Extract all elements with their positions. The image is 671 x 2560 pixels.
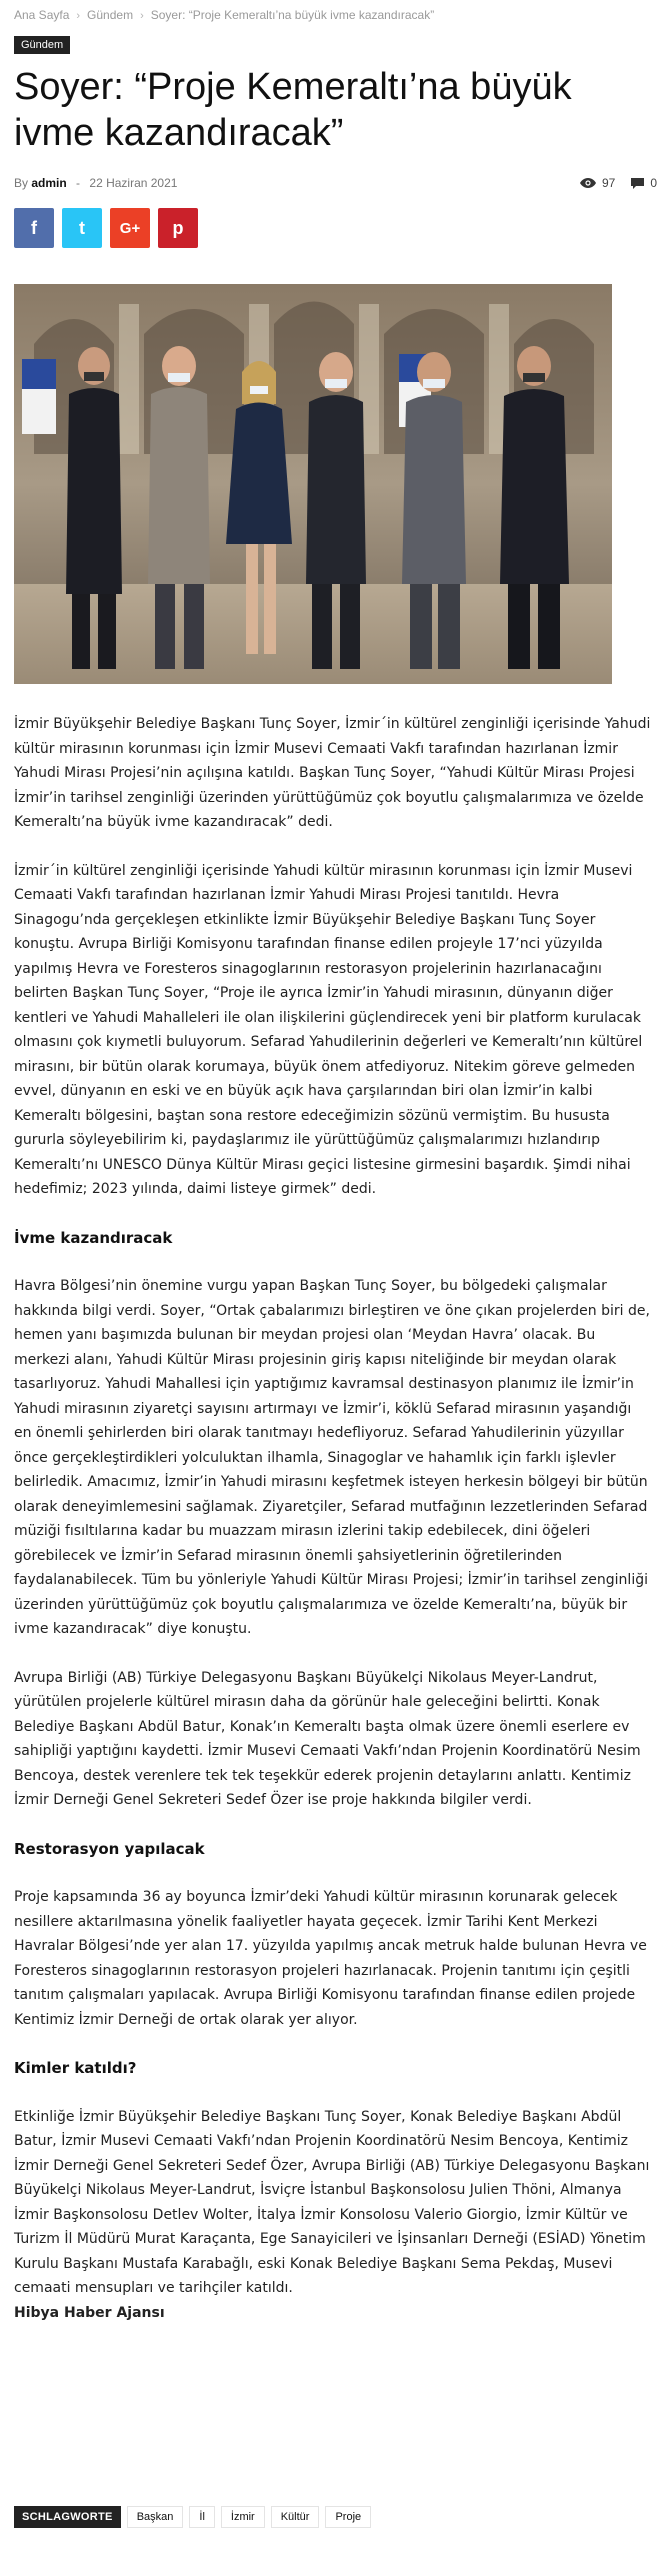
article-photo [14,284,612,684]
article-meta [14,176,177,190]
view-count-value: 97 [601,176,616,190]
share-buttons [14,208,198,248]
article-paragraph: Havra Bölgesi’nin önemine vurgu yapan Başkan Tunç Soyer, bu bölgedeki çalışmalar hakkında bilgi verdi. Soyer, “Ortak çabalarımızı birleştiren ve öne çıkan projelerden biri de, hemen yanı başımızda bulunan bir meydan projesi olan ‘Meydan Havra’ olacak. Bu merkezi alanı, Yahudi Kültür Mirası projesinin giriş kapısı niteliğinde bir meydan olarak tasarlıyoruz. Yahudi Mahallesi için yaptığımız kavramsal destinasyon planımız ile İzmir’in Yahudi mirasının ziyaretçi sayısını artırmayı ve İzmir’i, köklü Sefarad mirasının yaşandığı en önemli şehirlerden biri olarak tanıtmayı hedefliyoruz. Sefarad Yahudilerinin yüzyıllar önce gerçekleştirdikleri yolculuktan ilhamla, Sinagoglar ve hahamlık için farklı işlevler belirledik. Amacımız, İzmir’in Yahudi mirasını keşfetmek isteyen herkesin bölgeyi bir bütün olarak deneyimlemesini sağlamak. Ziyaretçiler, Sefarad mutfağının lezzetlerinden Sefarad müziği fısıltılarına kadar bu muazzam mirasın izlerini takip edebilecek, dini öğeleri görebilecek ve İzmir’in Sefarad mirasının önemli şahsiyetlerinin öğretilerinden faydalanabilecek. Tüm bu yönleriyle Yahudi Kültür Mirası Projesi; İzmir’in tarihsel zenginliği üzerinden yürüttüğümüz çok boyutlu çalışmalarımıza ve özelde Kemeraltı’na, büyük bir ivme kazandıracak” diye konuştu. [14,1278,650,1637]
breadcrumb [14,8,434,22]
by-label: By [14,176,29,190]
facebook-icon: f [31,217,37,238]
view-count [580,176,615,190]
comment-count-value: 0 [650,176,657,190]
pinterest-icon: p [172,217,184,238]
breadcrumb-home-link[interactable]: Ana Sayfa [14,8,70,22]
tag-link[interactable]: Proje [325,2506,371,2528]
google-plus-icon: G+ [119,219,141,237]
article-body [14,712,652,2325]
twitter-share-button[interactable] [62,208,102,248]
facebook-share-button[interactable] [14,208,54,248]
tag-link[interactable]: Başkan [127,2506,184,2528]
comment-count[interactable] [631,176,657,190]
eye-icon [580,178,596,188]
section-heading: İvme kazandıracak [14,1228,173,1247]
tag-link[interactable]: İl [189,2506,215,2528]
tag-list [14,2506,371,2528]
category-badge[interactable]: Gündem [14,36,70,54]
author-link[interactable]: admin [31,176,67,190]
article-paragraph: Proje kapsamında 36 ay boyunca İzmir’deki Yahudi kültür mirasının korunarak gelecek nesillere aktarılmasına yönelik faaliyetler hayata geçecek. İzmir Tarihi Kent Merkezi Havralar Bölgesi’nde yer alan 17. yüzyılda yapılmış ancak metruk halde bulunan Hevra ve Foresteros sinagoglarının restorasyon projeleri hazırlanacak. Projenin tanıtımı için çeşitli tanıtım çalışmaları yapılacak. Avrupa Birliği Komisyonu tarafından finanse edilen projede Kentimiz İzmir Derneği de ortak olarak yer alıyor. [14,1889,647,2028]
publish-date: 22 Haziran 2021 [89,176,178,190]
news-agency: Hibya Haber Ajansı [14,2304,165,2321]
tag-link[interactable]: Kültür [271,2506,320,2528]
tags-label: SCHLAGWORTE [14,2506,121,2528]
comment-icon [631,178,644,189]
chevron-right-icon: › [76,10,81,22]
article-paragraph: Avrupa Birliği (AB) Türkiye Delegasyonu Başkanı Büyükelçi Nikolaus Meyer-Landrut, yürütülen projelerle kültürel mirasın daha da görünür hale geleceğini belirtti. Konak Belediye Başkanı Abdül Batur, Konak’ın Kemeraltı başta olmak üzere önemli eserlere ev sahipliği yaptığını kaydetti. İzmir Musevi Cemaati Vakfı’ndan Projenin Koordinatörü Nesim Bencoya, destek verenlere tek tek teşekkür ederek projenin detaylarını anlattı. Kentimiz İzmir Derneği Genel Sekreteri Sedef Özer ise proje hakkında bilgiler verdi. [14,1669,641,1808]
tag-link[interactable]: İzmir [221,2506,265,2528]
breadcrumb-current: Soyer: “Proje Kemeraltı’na büyük ivme kazandıracak” [150,8,435,22]
article-paragraph: İzmir Büyükşehir Belediye Başkanı Tunç Soyer, İzmir´in kültürel zenginliği içerisinde Yahudi kültür mirasının korunması için İzmir Musevi Cemaati Vakfı tarafından hazırlanan İzmir Yahudi Mirası Projesi’nin açılışına katıldı. Başkan Tunç Soyer, “Yahudi Kültür Mirası Projesi İzmir’in tarihsel zenginliği üzerinden yürüttüğümüz çok boyutlu çalışmalarımıza ve özelde Kemeraltı’na büyük ivme kazandıracak” dedi. [14,716,651,830]
chevron-right-icon: › [140,10,144,22]
section-heading: Restorasyon yapılacak [14,1839,205,1858]
pinterest-share-button[interactable] [158,208,198,248]
google-plus-share-button[interactable] [110,208,150,248]
section-heading: Kimler katıldı? [14,2059,137,2077]
article-paragraph: İzmir´in kültürel zenginliği içerisinde Yahudi kültür mirasının korunması için İzmir Musevi Cemaati Vakfı tarafından hazırlanan İzmir Yahudi Mirası Projesi tanıtıldı. Hevra Sinagogu’nda gerçekleşen etkinlikte İzmir Büyükşehir Belediye Başkanı Tunç Soyer konuştu. Avrupa Birliği Komisyonu tarafından finanse edilen projeyle 17’nci yüzyılda yapılmış Hevra ve Foresteros sinagoglarının restorasyon projelerinin hazırlanacağını belirten Başkan Tunç Soyer, “Proje ile ayrıca İzmir’in Yahudi mirasının, dünyanın diğer kentleri ve Yahudi Mahalleleri ile olan ilişkilerini güçlendirecek yeni bir platform kurulacak olmasını çok kıymetli buluyorum. Sefarad Yahudilerinin değerleri ve Kemeraltı’nın kültürel mirasını, bir bütün olarak korumaya, büyük önem atfediyoruz. Nitekim göreve gelmeden evvel, dünyanın en eski ve en büyük açık hava çarşılarından biri olan İzmir’in kalbi Kemeraltı bölgesini, baştan sona restore edeceğimizin sözünü vermiştim. Bu hususta gururla söyleyebilirim ki, paydaşlarımız ile yürüttüğümüz çalışmalarımızı hızlandırıp Kemeraltı’nı UNESCO Dünya Kültür Mirası geçici listesine girmesini başardık. Şimdi nihai hedefimiz; 2023 yılında, daimi listeye girmek” dedi. [14,862,643,1197]
breadcrumb-category-link[interactable]: Gündem [87,8,134,22]
meta-separator: - [76,176,81,190]
article-paragraph: Etkinliğe İzmir Büyükşehir Belediye Başkanı Tunç Soyer, Konak Belediye Başkanı Abdül Batur, İzmir Musevi Cemaati Vakfı’ndan Projenin Koordinatörü Nesim Bencoya, Kentimiz İzmir Derneği Genel Sekreteri Sedef Özer, Avrupa Birliği (AB) Türkiye Delegasyonu Başkanı Büyükelçi Nikolaus Meyer-Landrut, İsviçre İstanbul Başkonsolosu Julien Thöni, Almanya İzmir Başkonsolosu Detlev Wolter, İtalya İzmir Konsolosu Valerio Giorgio, İzmir Kültür ve Turizm İl Müdürü Murat Karaçanta, Ege Sanayicileri ve İşinsanları Derneği (ESİAD) Yönetim Kurulu Başkanı Mustafa Karabağlı, eski Konak Belediye Başkanı Sema Pekdaş, Musevi cemaati mensupları ve tarihçiler katıldı. [14,2108,650,2296]
article-counts [580,176,657,190]
twitter-icon: t [79,217,85,238]
article-title: Soyer: “Proje Kemeraltı’na büyük ivme kazandıracak” [14,66,572,154]
